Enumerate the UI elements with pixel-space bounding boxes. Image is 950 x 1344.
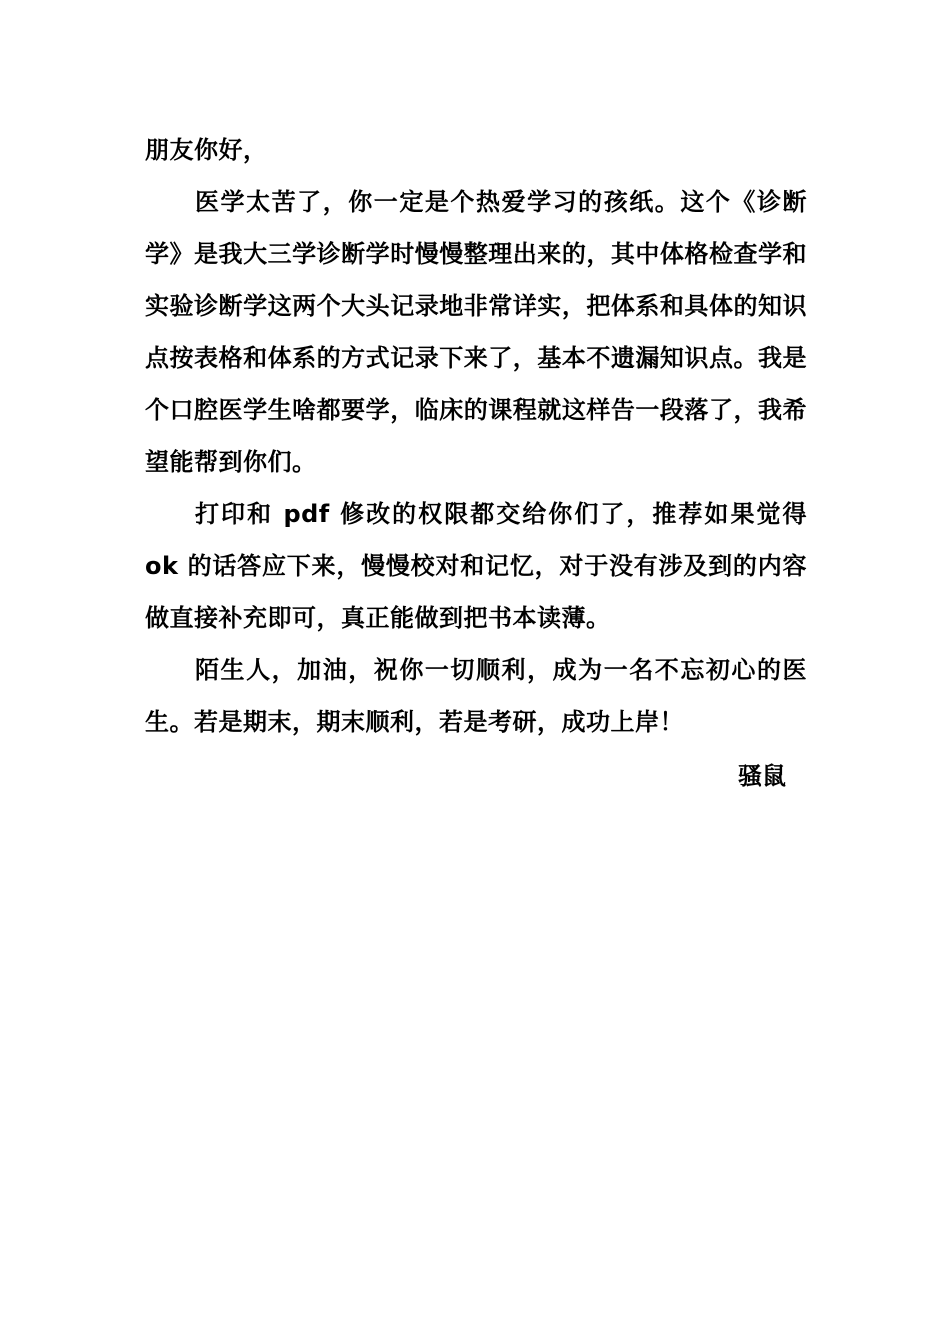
greeting: 朋友你好， [145,136,268,164]
paragraph-3: 陌生人，加油，祝你一切顺利，成为一名不忘初心的医生。若是期末，期末顺利，若是考研，成功上岸！ [145,656,807,736]
paragraph-1: 医学太苦了，你一定是个热爱学习的孩纸。这个《诊断学》是我大三学诊断学时慢慢整理出来的，其中体格检查学和实验诊断学这两个大头记录地非常详实，把体系和具体的知识点按表格和体系的方式记录下来了，基本不遗漏知识点。我是个口腔医学生啥都要学，临床的课程就这样告一段落了，我希望能帮到你们。 [145,188,807,476]
paragraph-2: 打印和 pdf 修改的权限都交给你们了，推荐如果觉得 ok 的话答应下来，慢慢校对和记忆，对于没有涉及到的内容做直接补充即可，真正能做到把书本读薄。 [145,500,807,632]
signature: 骚鼠 [738,762,786,790]
letter-body [145,124,807,748]
